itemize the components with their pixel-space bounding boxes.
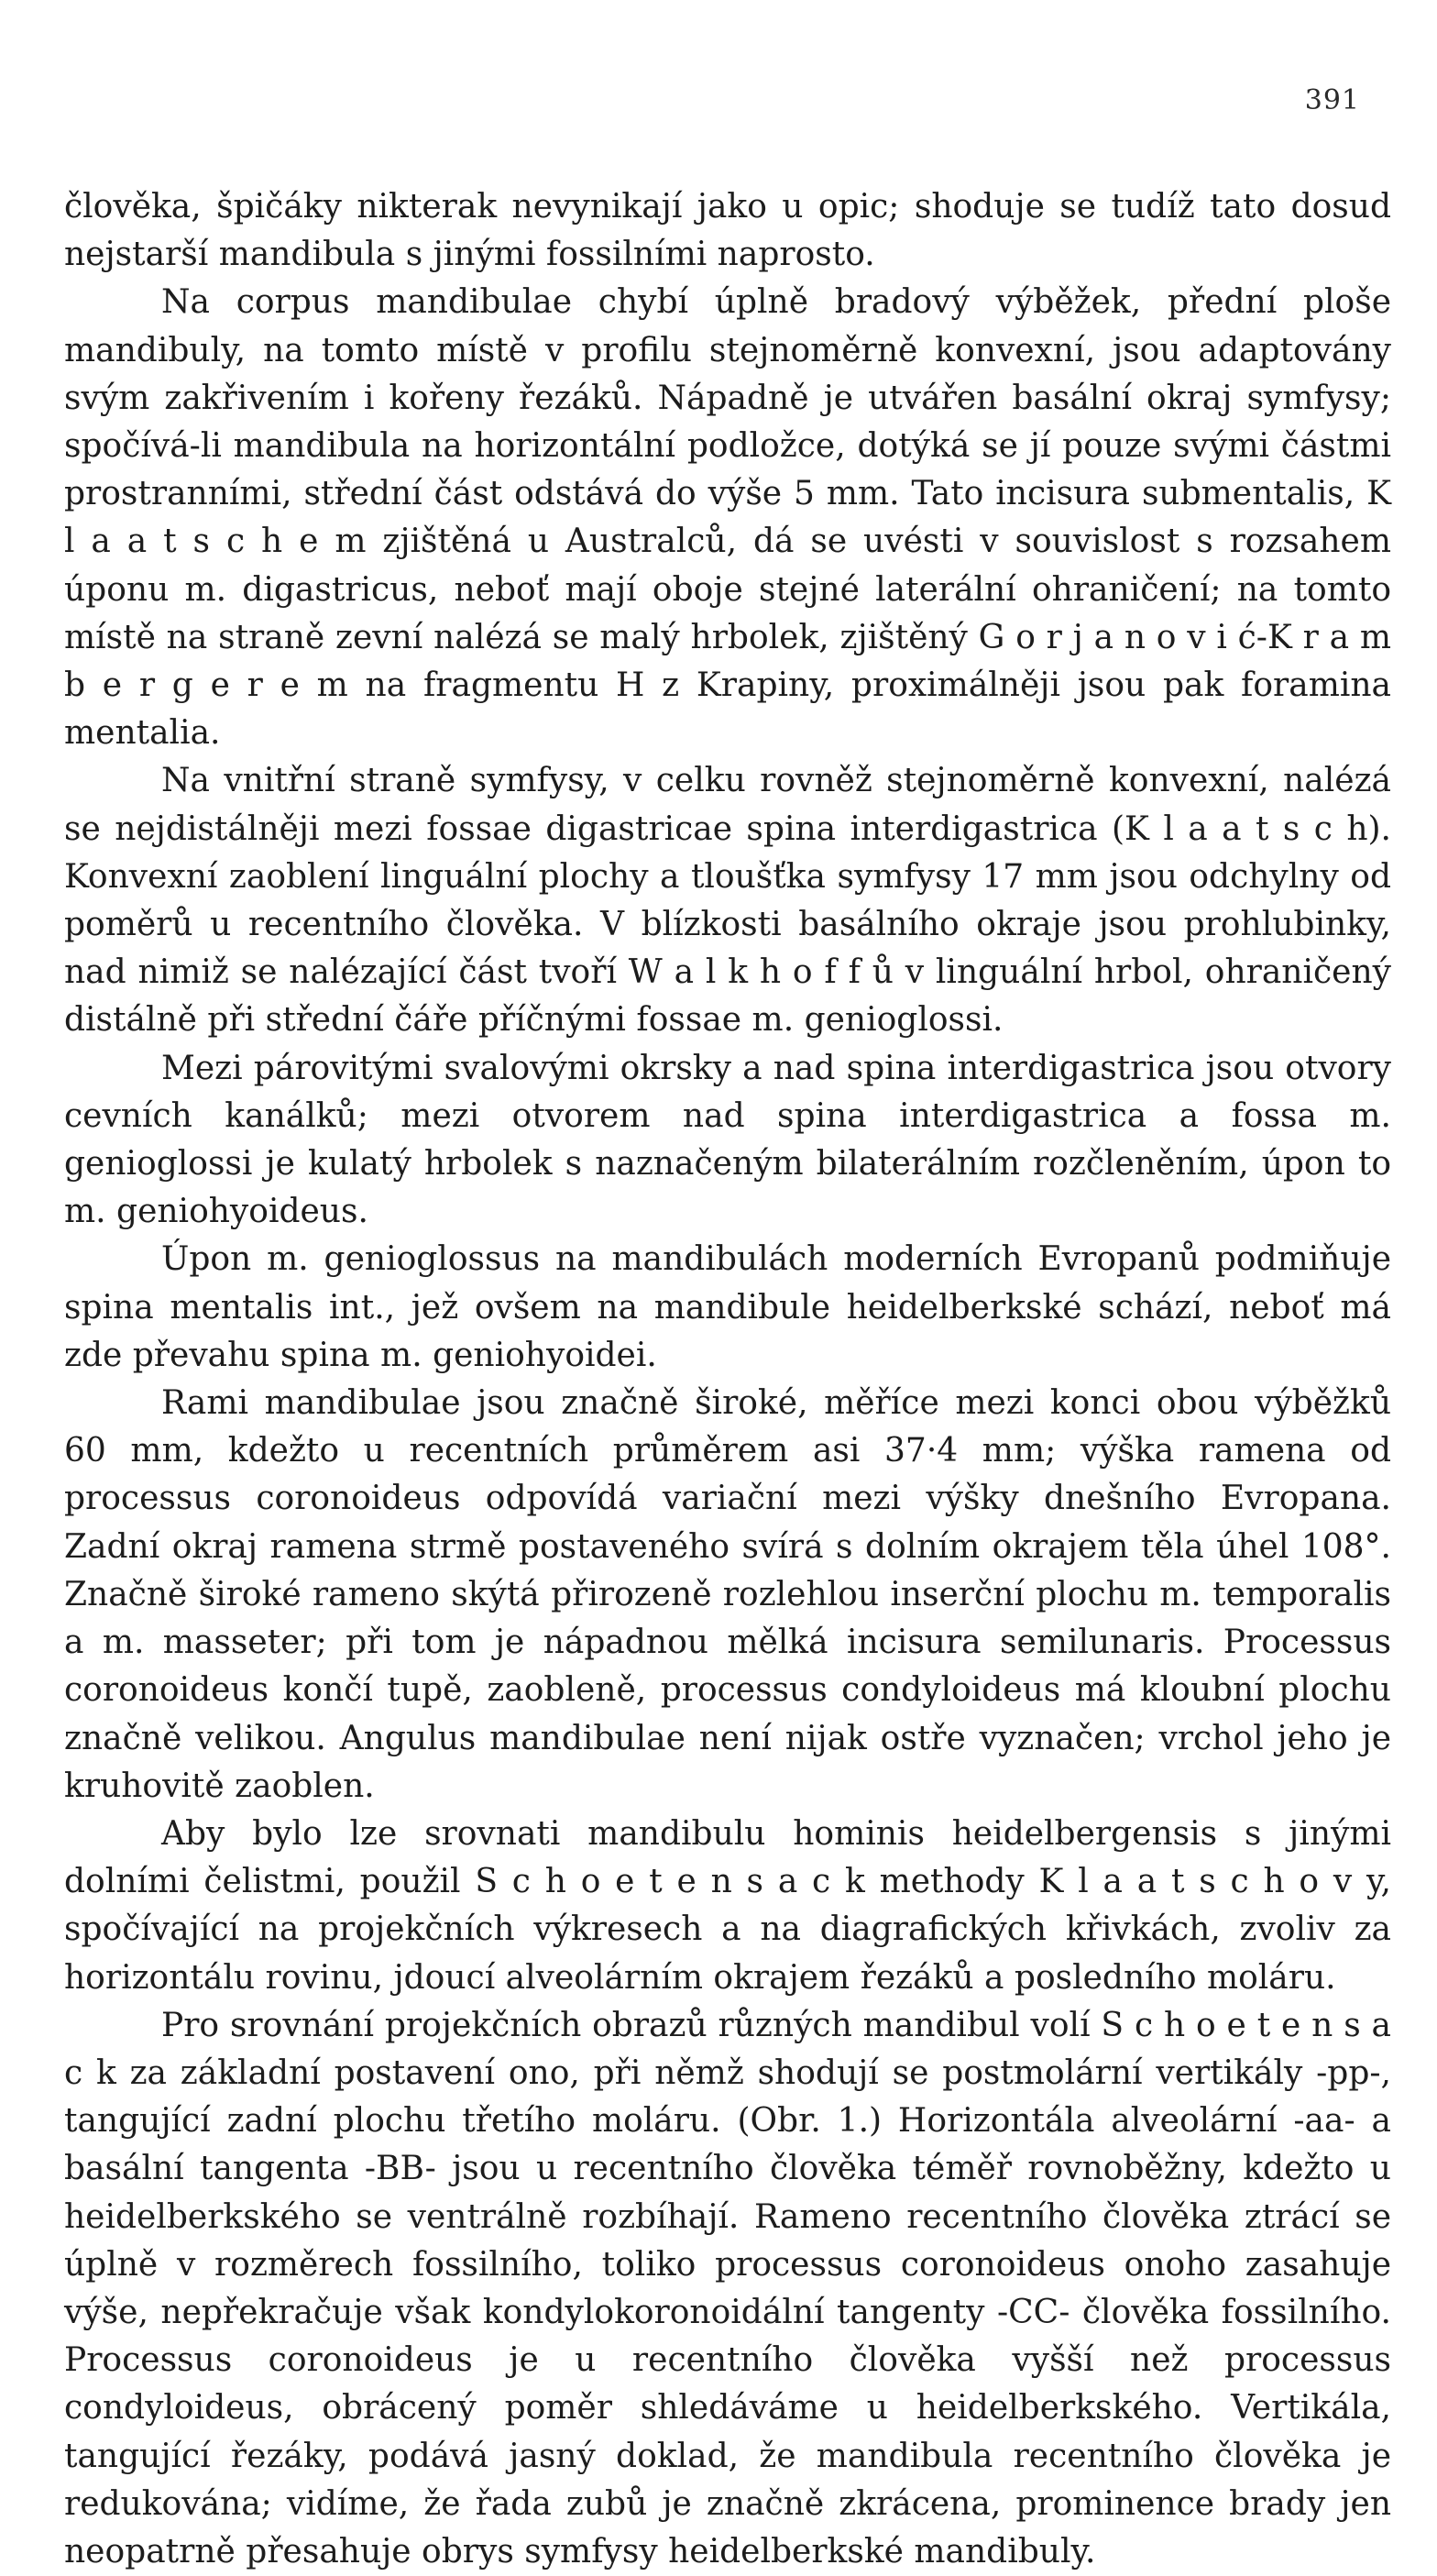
page-number: 391 <box>1304 84 1360 116</box>
paragraph-genioglossus: Úpon m. genioglossus na mandibulách moderních Evropanů podmiňuje spina mentalis int., jež ovšem na mandibule heidelberkské schází, neboť má zde převahu spina m. geniohyoidei. <box>64 1240 1391 1374</box>
body-text <box>64 183 1391 2576</box>
paragraph-inner-symphysis: Na vnitřní straně symfysy, v celku rovněž stejnoměrně konvexní, nalézá se nejdistálněji mezi fossae digastricae spina interdigastrica (K l a a t s c h). Konvexní zaoblení linguální plochy a tloušťka symfysy 17 mm jsou odchylny od poměrů u recentního člověka. V blízkosti basálního okraje jsou prohlubinky, nad nimiž se nalézající část tvoří W a l k h o f f ů v linguální hrbol, ohraničený distálně při střední čáře příčnými fossae m. genioglossi. <box>64 762 1391 1040</box>
paragraph-comparison-method: Aby bylo lze srovnati mandibulu hominis heidelbergensis s jinými dolními čelistmi, použil S c h o e t e n s a c k methody K l a a t s c h o v y, spočívající na projekčních výkresech a na diagrafických křivkách, zvoliv za horizontálu rovinu, jdoucí alveolárním okrajem řezáků a posledního moláru. <box>64 1814 1391 1997</box>
paragraph-muscle-regions: Mezi párovitými svalovými okrsky a nad spina interdigastrica jsou otvory cevních kanálků; mezi otvorem nad spina interdigastrica a fossa m. genioglossi je kulatý hrbolek s naznačeným bilaterálním rozčleněním, úpon to m. geniohyoideus. <box>64 1049 1391 1231</box>
paragraph-corpus-mandibulae: Na corpus mandibulae chybí úplně bradový výběžek, přední ploše mandibuly, na tomto místě v profilu stejnoměrně konvexní, jsou adaptovány svým zakřivením i kořeny řezáků. Nápadně je utvářen basální okraj symfysy; spočívá-li mandibula na horizontální podložce, dotýká se jí pouze svými částmi prostranními, střední část odstává do výše 5 mm. Tato incisura submentalis, K l a a t s c h e m zjištěná u Australců, dá se uvésti v souvislost s rozsahem úponu m. digastricus, neboť mají oboje stejné laterální ohraničení; na tomto místě na straně zevní nalézá se malý hrbolek, zjištěný G o r j a n o v i ć-K r a m b e r g e r e m na fragmentu H z Krapiny, proximálněji jsou pak foramina mentalia. <box>64 283 1391 753</box>
paragraph-rami-mandibulae: Rami mandibulae jsou značně široké, měříce mezi konci obou výběžků 60 mm, kdežto u recentních průměrem asi 37·4 mm; výška ramena od processus coronoideus odpovídá variační mezi výšky dnešního Evropana. Zadní okraj ramena strmě postaveného svírá s dolním okrajem těla úhel 108°. Značně široké rameno skýtá přirozeně rozlehlou inserční plochu m. temporalis a m. masseter; při tom je nápadnou mělká incisura semilunaris. Processus coronoideus končí tupě, zaobleně, processus condyloideus má kloubní plochu značně velikou. Angulus mandibulae není nijak ostře vyznačen; vrchol jeho je kruhovitě zaoblen. <box>64 1384 1391 1805</box>
paragraph-continuation: člověka, špičáky nikterak nevynikají jako u opic; shoduje se tudíž tato dosud nejstarší mandibula s jinými fossilními naprosto. <box>64 188 1391 274</box>
paragraph-projection-comparison: Pro srovnání projekčních obrazů různých mandibul volí S c h o e t e n s a c k za základní postavení ono, při němž shodují se postmolární vertikály -pp-, tangující zadní plochu třetího moláru. (Obr. 1.) Horizontála alveolární -aa- a basální tangenta -BB- jsou u recentního člověka téměř rovnoběžny, kdežto u heidelberkského se ventrálně rozbíhají. Rameno recentního člověka ztrácí se úplně v rozměrech fossilního, toliko processus coronoideus onoho zasahuje výše, nepřekračuje však kondylokoronoidální tangenty -CC- člověka fossilního. Processus coronoideus je u recentního člověka vyšší než processus condyloideus, obrácený poměr shledáváme u heidelberkského. Vertikála, tangující řezáky, podává jasný doklad, že mandibula recentního člověka je redukována; vidíme, že řada zubů je značně zkrácena, prominence brady jen neopatrně přesahuje obrys symfysy heidelberkské mandibuly. <box>64 2006 1391 2570</box>
